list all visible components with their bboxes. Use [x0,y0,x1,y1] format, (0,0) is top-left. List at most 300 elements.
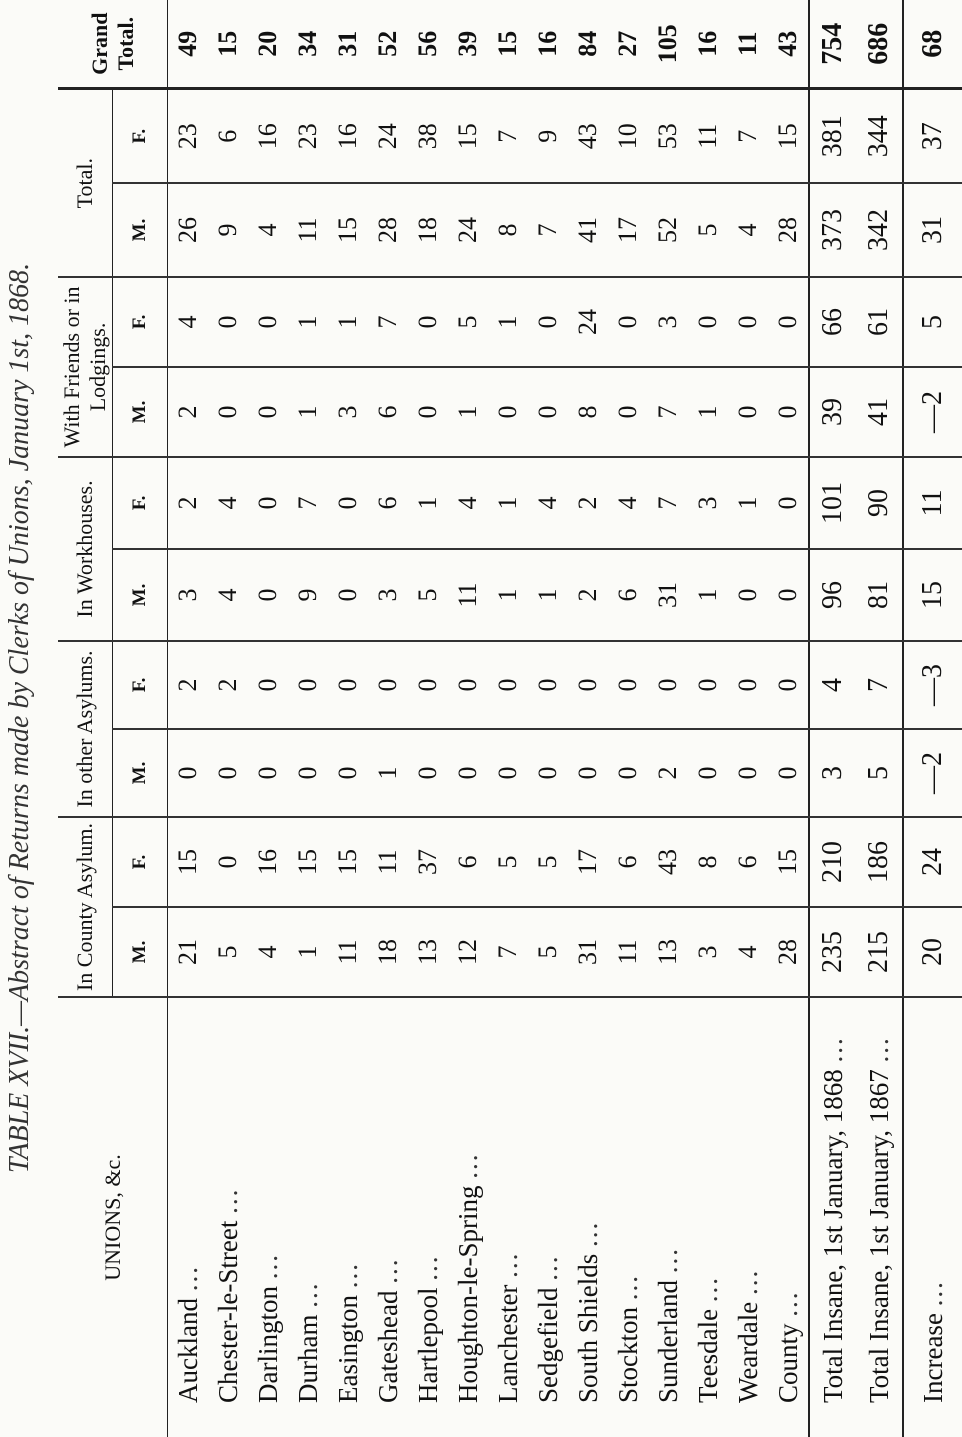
cell-gt: 15 [488,0,528,89]
union-name-cell [448,997,488,1437]
cell-ca-f: 15 [768,817,809,907]
cell-oa-m: 0 [328,729,368,817]
cell-oa-f: 2 [168,641,209,729]
cell-fr-f: 7 [368,277,408,367]
cell-wh-f: 7 [648,457,688,549]
cell-t-m: 8 [488,183,528,277]
cell-t-m: 15 [328,183,368,277]
cell-ca-m: 11 [608,907,648,997]
cell-wh-m: 11 [448,549,488,641]
cell-gt: 16 [528,0,568,89]
cell-gt: 84 [568,0,608,89]
cell-oa-f: 2 [208,641,248,729]
union-name-cell [648,997,688,1437]
leader-dots: ... [173,1265,203,1292]
cell-oa-m: 0 [248,729,288,817]
cell-wh-f: 0 [328,457,368,549]
cell-oa-m: 0 [768,729,809,817]
increase-row [903,0,962,1437]
cell-t-m: 31 [903,183,962,277]
union-name: Sunderland [653,1280,683,1403]
union-name: Houghton-le-Spring [453,1185,483,1403]
cell-oa-f: 0 [488,641,528,729]
total-insane-row [856,0,903,1437]
cell-wh-f: 2 [168,457,209,549]
union-row [288,0,328,1437]
union-name: Auckland [173,1298,203,1403]
union-name-cell [368,997,408,1437]
cell-ca-m: 235 [809,907,856,997]
leader-dots: ... [413,1254,443,1281]
cell-oa-f: 0 [768,641,809,729]
cell-fr-f: 0 [608,277,648,367]
grand-total-header: Grand Total. [58,0,168,89]
cell-fr-m: 0 [248,367,288,457]
cell-oa-f: 0 [728,641,768,729]
cell-fr-f: 5 [448,277,488,367]
cell-oa-m: 0 [728,729,768,817]
unions-header: UNIONS, &c. [58,997,168,1437]
cell-fr-m: 0 [528,367,568,457]
cell-wh-f: 4 [528,457,568,549]
cell-gt: 39 [448,0,488,89]
leader-dots: ... [733,1268,763,1295]
leader-dots: ... [453,1152,483,1179]
cell-wh-f: 3 [688,457,728,549]
cell-wh-f: 4 [208,457,248,549]
leader-dots: ... [864,1036,894,1063]
leader-dots: ... [213,1187,243,1214]
cell-fr-f: 1 [288,277,328,367]
leader-dots: ... [653,1247,683,1274]
cell-wh-m: 0 [728,549,768,641]
cell-ca-m: 13 [648,907,688,997]
union-name-cell [408,997,448,1437]
cell-t-m: 11 [288,183,328,277]
cell-oa-m: 0 [568,729,608,817]
union-name: County [773,1323,803,1403]
union-name: Weardale [733,1301,763,1403]
cell-fr-m: 6 [368,367,408,457]
cell-wh-f: 4 [448,457,488,549]
cell-t-f: 10 [608,89,648,183]
cell-oa-f: 0 [408,641,448,729]
cell-t-m: 41 [568,183,608,277]
other-asylums-header: In other Asylums. [58,641,113,817]
union-name: Easington [333,1295,363,1403]
cell-ca-m: 12 [448,907,488,997]
cell-ca-m: 3 [688,907,728,997]
cell-ca-m: 5 [208,907,248,997]
cell-fr-m: 0 [488,367,528,457]
cell-ca-f: 24 [903,817,962,907]
union-name: Total Insane, 1st January, 1868 [818,1069,848,1403]
cell-fr-m: 0 [208,367,248,457]
cell-ca-m: 13 [408,907,448,997]
cell-t-f: 23 [168,89,209,183]
cell-t-m: 18 [408,183,448,277]
cell-t-m: 26 [168,183,209,277]
table-caption: TABLE XVII.—Abstract of Returns made by Clerks of Unions, January 1st, 1868. [4,262,35,1174]
cell-gt: 20 [248,0,288,89]
cell-wh-m: 9 [288,549,328,641]
cell-t-f: 7 [728,89,768,183]
union-name-cell [528,997,568,1437]
cell-oa-m: 0 [168,729,209,817]
union-name: Increase [918,1313,948,1403]
workhouses-header: In Workhouses. [58,457,113,641]
cell-t-f: 16 [248,89,288,183]
cell-gt: 56 [408,0,448,89]
cell-wh-m: 0 [248,549,288,641]
union-row [728,0,768,1437]
leader-dots: ... [573,1220,603,1247]
cell-t-f: 7 [488,89,528,183]
cell-fr-m: 8 [568,367,608,457]
cell-wh-f: 4 [608,457,648,549]
m-header: M. [113,183,168,277]
cell-fr-m: —2 [903,367,962,457]
cell-wh-m: 1 [488,549,528,641]
cell-t-m: 5 [688,183,728,277]
cell-ca-f: 43 [648,817,688,907]
cell-ca-m: 31 [568,907,608,997]
union-name: Darlington [253,1286,283,1403]
cell-oa-m: 3 [809,729,856,817]
union-name: Teesdale [693,1308,723,1403]
cell-fr-m: 39 [809,367,856,457]
cell-wh-m: 3 [368,549,408,641]
union-row [168,0,209,1437]
cell-ca-f: 210 [809,817,856,907]
cell-t-m: 9 [208,183,248,277]
cell-t-m: 52 [648,183,688,277]
cell-wh-m: 6 [608,549,648,641]
union-name-cell [568,997,608,1437]
union-name-cell [809,997,856,1437]
cell-oa-f: 0 [648,641,688,729]
cell-ca-f: 16 [248,817,288,907]
cell-oa-f: 0 [608,641,648,729]
cell-fr-f: 0 [688,277,728,367]
cell-ca-f: 6 [728,817,768,907]
cell-t-f: 38 [408,89,448,183]
union-name: Hartlepool [413,1287,443,1403]
union-row [528,0,568,1437]
cell-gt: 31 [328,0,368,89]
cell-oa-f: 0 [688,641,728,729]
cell-t-m: 17 [608,183,648,277]
leader-dots: ... [773,1290,803,1317]
cell-fr-f: 0 [408,277,448,367]
cell-wh-m: 15 [903,549,962,641]
cell-fr-m: 7 [648,367,688,457]
cell-fr-f: 66 [809,277,856,367]
cell-gt: 52 [368,0,408,89]
leader-dots: ... [693,1275,723,1303]
cell-ca-f: 8 [688,817,728,907]
cell-oa-f: 0 [288,641,328,729]
cell-ca-f: 6 [448,817,488,907]
union-row [488,0,528,1437]
cell-ca-f: 0 [208,817,248,907]
cell-wh-m: 96 [809,549,856,641]
cell-ca-m: 7 [488,907,528,997]
cell-t-f: 15 [768,89,809,183]
cell-gt: 27 [608,0,648,89]
cell-ca-m: 28 [768,907,809,997]
cell-ca-f: 15 [168,817,209,907]
f-header: F. [113,641,168,729]
cell-t-f: 53 [648,89,688,183]
leader-dots: ... [253,1253,283,1280]
cell-wh-m: 4 [208,549,248,641]
cell-fr-m: 0 [608,367,648,457]
union-name-cell [288,997,328,1437]
union-name: Lanchester [493,1284,523,1403]
leader-dots: ... [613,1273,643,1301]
cell-wh-m: 0 [768,549,809,641]
m-header: M. [113,549,168,641]
cell-t-m: 28 [368,183,408,277]
union-row [768,0,809,1437]
cell-wh-m: 0 [328,549,368,641]
cell-oa-m: 0 [288,729,328,817]
cell-wh-f: 0 [768,457,809,549]
cell-gt: 34 [288,0,328,89]
cell-gt: 43 [768,0,809,89]
table-body [168,0,962,1437]
cell-ca-f: 11 [368,817,408,907]
union-name-cell [856,997,903,1437]
cell-fr-m: 0 [408,367,448,457]
f-header: F. [113,457,168,549]
cell-oa-m: 0 [208,729,248,817]
cell-t-f: 344 [856,89,903,183]
union-name-cell [768,997,809,1437]
rotated-table-stage [58,0,948,1437]
cell-t-f: 11 [688,89,728,183]
f-header: F. [113,277,168,367]
union-name-cell [728,997,768,1437]
friends-header: With Friends or in Lodgings. [58,277,113,457]
cell-t-f: 23 [288,89,328,183]
cell-ca-m: 20 [903,907,962,997]
cell-oa-f: 7 [856,641,903,729]
cell-gt: 105 [648,0,688,89]
cell-ca-m: 11 [328,907,368,997]
cell-oa-f: 0 [328,641,368,729]
cell-ca-m: 1 [288,907,328,997]
cell-t-f: 24 [368,89,408,183]
union-row [448,0,488,1437]
cell-wh-m: 1 [528,549,568,641]
union-name: Chester-le-Street [213,1220,243,1403]
cell-t-m: 7 [528,183,568,277]
cell-gt: 16 [688,0,728,89]
cell-fr-f: 0 [208,277,248,367]
union-row [688,0,728,1437]
union-row [248,0,288,1437]
cell-oa-f: 0 [528,641,568,729]
union-name: Sedgefield [533,1287,563,1403]
union-name-cell [328,997,368,1437]
cell-fr-m: 3 [328,367,368,457]
cell-oa-m: 2 [648,729,688,817]
union-name: Stockton [613,1306,643,1403]
cell-fr-f: 0 [528,277,568,367]
leader-dots: ... [818,1036,848,1063]
cell-fr-f: 3 [648,277,688,367]
cell-ca-f: 15 [328,817,368,907]
cell-ca-f: 186 [856,817,903,907]
cell-fr-m: 0 [768,367,809,457]
cell-fr-f: 1 [488,277,528,367]
cell-gt: 15 [208,0,248,89]
cell-oa-m: 0 [488,729,528,817]
cell-oa-m: 5 [856,729,903,817]
cell-wh-f: 1 [408,457,448,549]
cell-ca-f: 37 [408,817,448,907]
cell-fr-m: 41 [856,367,903,457]
union-row [648,0,688,1437]
cell-wh-f: 90 [856,457,903,549]
cell-t-f: 43 [568,89,608,183]
cell-wh-f: 1 [728,457,768,549]
m-header: M. [113,729,168,817]
cell-t-f: 6 [208,89,248,183]
cell-gt: 68 [903,0,962,89]
cell-fr-m: 2 [168,367,209,457]
union-name-cell [488,997,528,1437]
total-header: Total. [58,89,113,277]
cell-t-f: 37 [903,89,962,183]
f-header: F. [113,817,168,907]
cell-ca-m: 215 [856,907,903,997]
table-caption-area [0,0,40,1437]
leader-dots: ... [493,1251,523,1278]
cell-t-f: 9 [528,89,568,183]
cell-oa-m: 0 [528,729,568,817]
cell-oa-m: —2 [903,729,962,817]
total-insane-row [809,0,856,1437]
union-row [408,0,448,1437]
cell-t-f: 15 [448,89,488,183]
m-header: M. [113,907,168,997]
cell-fr-f: 0 [768,277,809,367]
cell-fr-m: 0 [728,367,768,457]
union-name-cell [248,997,288,1437]
cell-t-m: 373 [809,183,856,277]
cell-fr-m: 1 [288,367,328,457]
union-name-cell [903,997,962,1437]
cell-oa-f: 0 [568,641,608,729]
cell-t-m: 4 [728,183,768,277]
union-row [608,0,648,1437]
cell-fr-f: 1 [328,277,368,367]
cell-fr-m: 1 [448,367,488,457]
cell-oa-m: 0 [408,729,448,817]
cell-wh-f: 0 [248,457,288,549]
cell-wh-f: 101 [809,457,856,549]
union-name: South Shields [573,1253,603,1403]
cell-oa-f: 0 [368,641,408,729]
cell-oa-m: 0 [448,729,488,817]
union-row [568,0,608,1437]
m-header: M. [113,367,168,457]
returns-table [58,0,962,1437]
cell-ca-f: 17 [568,817,608,907]
cell-fr-f: 5 [903,277,962,367]
union-name-cell [608,997,648,1437]
cell-oa-f: 0 [248,641,288,729]
cell-t-f: 381 [809,89,856,183]
cell-wh-m: 1 [688,549,728,641]
cell-wh-m: 31 [648,549,688,641]
cell-gt: 754 [809,0,856,89]
f-header: F. [113,89,168,183]
union-row [368,0,408,1437]
cell-fr-f: 61 [856,277,903,367]
cell-oa-f: —3 [903,641,962,729]
leader-dots: ... [918,1280,948,1307]
cell-oa-m: 0 [608,729,648,817]
cell-fr-f: 0 [728,277,768,367]
cell-ca-f: 5 [488,817,528,907]
union-name-cell [688,997,728,1437]
cell-wh-m: 5 [408,549,448,641]
cell-gt: 11 [728,0,768,89]
cell-oa-m: 1 [368,729,408,817]
cell-wh-f: 6 [368,457,408,549]
cell-oa-m: 0 [688,729,728,817]
cell-wh-m: 3 [168,549,209,641]
cell-t-m: 24 [448,183,488,277]
cell-fr-m: 1 [688,367,728,457]
cell-ca-m: 18 [368,907,408,997]
union-row [208,0,248,1437]
header-row [58,0,113,1437]
cell-ca-m: 4 [248,907,288,997]
cell-ca-m: 4 [728,907,768,997]
cell-fr-f: 4 [168,277,209,367]
union-name: Gateshead [373,1290,403,1403]
union-name-cell [168,997,209,1437]
cell-wh-f: 7 [288,457,328,549]
cell-fr-f: 24 [568,277,608,367]
cell-gt: 686 [856,0,903,89]
cell-fr-f: 0 [248,277,288,367]
county-asylum-header: In County Asylum. [58,817,113,997]
cell-wh-f: 11 [903,457,962,549]
cell-gt: 49 [168,0,209,89]
cell-oa-f: 0 [448,641,488,729]
cell-t-m: 4 [248,183,288,277]
cell-wh-f: 2 [568,457,608,549]
cell-t-m: 28 [768,183,809,277]
union-name: Total Insane, 1st January, 1867 [864,1069,894,1403]
union-row [328,0,368,1437]
union-name: Durham [293,1314,323,1403]
cell-oa-f: 4 [809,641,856,729]
leader-dots: ... [373,1257,403,1284]
leader-dots: ... [533,1254,563,1281]
cell-wh-f: 1 [488,457,528,549]
cell-wh-m: 2 [568,549,608,641]
cell-t-m: 342 [856,183,903,277]
cell-ca-f: 15 [288,817,328,907]
cell-ca-f: 6 [608,817,648,907]
